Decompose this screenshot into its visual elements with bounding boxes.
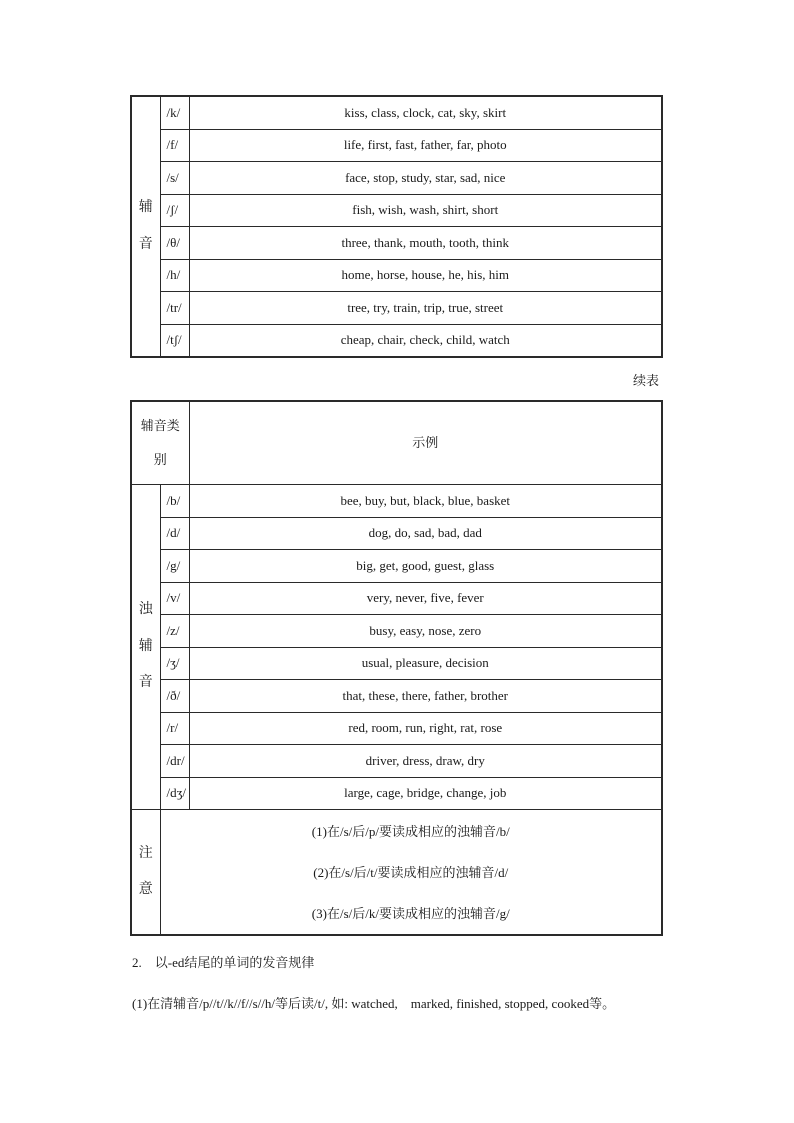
note-char: 意	[138, 882, 153, 897]
phoneme-cell: /s/	[160, 162, 189, 195]
category-cell	[131, 485, 160, 810]
category-char: 辅	[138, 638, 153, 654]
header-category-line: 辅音类	[140, 418, 180, 434]
voiced-consonant-table	[130, 400, 663, 936]
examples-cell: big, get, good, guest, glass	[189, 550, 662, 583]
phoneme-cell: /dr/	[160, 745, 189, 778]
phoneme-cell: /d/	[160, 517, 189, 550]
examples-cell: dog, do, sad, bad, dad	[189, 517, 662, 550]
examples-cell: three, thank, mouth, tooth, think	[189, 227, 662, 260]
category-char: 浊	[138, 602, 153, 618]
note-line: (3)在/s/后/k/要读成相应的浊辅音/g/	[311, 905, 510, 921]
examples-cell: home, horse, house, he, his, him	[189, 259, 662, 292]
examples-cell: life, first, fast, father, far, photo	[189, 129, 662, 162]
continued-label: 续表	[633, 373, 660, 388]
phoneme-cell: /tr/	[160, 292, 189, 325]
examples-cell: cheap, chair, check, child, watch	[189, 324, 662, 357]
phoneme-cell: /v/	[160, 582, 189, 615]
note-category-cell	[131, 810, 160, 936]
header-examples-cell: 示例	[189, 401, 662, 485]
phoneme-cell: /ʃ/	[160, 194, 189, 227]
section-2-heading: 2. 以-ed结尾的单词的发音规律	[132, 955, 315, 970]
note-line: (1)在/s/后/p/要读成相应的浊辅音/b/	[311, 823, 510, 839]
examples-cell: usual, pleasure, decision	[189, 647, 662, 680]
header-category-cell	[131, 401, 189, 485]
examples-cell: large, cage, bridge, change, job	[189, 777, 662, 810]
rule-paragraph-1: (1)在清辅音/p//t//k//f//s//h/等后读/t/, 如: watched, marked, finished, stopped, cooked等。	[132, 996, 616, 1011]
note-line: (2)在/s/后/t/要读成相应的浊辅音/d/	[313, 864, 509, 880]
examples-cell: very, never, five, fever	[189, 582, 662, 615]
examples-cell: kiss, class, clock, cat, sky, skirt	[189, 96, 662, 129]
phoneme-cell: /θ/	[160, 227, 189, 260]
note-char: 注	[138, 845, 153, 861]
phoneme-cell: /ʒ/	[160, 647, 189, 680]
category-char: 音	[138, 236, 153, 252]
phoneme-cell: /g/	[160, 550, 189, 583]
examples-cell: face, stop, study, star, sad, nice	[189, 162, 662, 195]
phoneme-cell: /b/	[160, 485, 189, 518]
phoneme-cell: /z/	[160, 615, 189, 648]
phoneme-cell: /k/	[160, 96, 189, 129]
category-char: 辅	[138, 200, 153, 216]
phoneme-cell: /tʃ/	[160, 324, 189, 357]
category-cell	[131, 96, 160, 357]
examples-cell: bee, buy, but, black, blue, basket	[189, 485, 662, 518]
phoneme-cell: /f/	[160, 129, 189, 162]
voiceless-consonant-table	[130, 95, 663, 358]
examples-cell: busy, easy, nose, zero	[189, 615, 662, 648]
phoneme-cell: /h/	[160, 259, 189, 292]
category-char: 音	[138, 675, 153, 691]
phoneme-cell: /r/	[160, 712, 189, 745]
header-category-line: 别	[153, 452, 167, 467]
examples-cell: tree, try, train, trip, true, street	[189, 292, 662, 325]
examples-cell: red, room, run, right, rat, rose	[189, 712, 662, 745]
phoneme-cell: /ð/	[160, 680, 189, 713]
examples-cell: that, these, there, father, brother	[189, 680, 662, 713]
notes-cell	[160, 810, 662, 936]
examples-cell: driver, dress, draw, dry	[189, 745, 662, 778]
examples-cell: fish, wish, wash, shirt, short	[189, 194, 662, 227]
phoneme-cell: /dʒ/	[160, 777, 189, 810]
